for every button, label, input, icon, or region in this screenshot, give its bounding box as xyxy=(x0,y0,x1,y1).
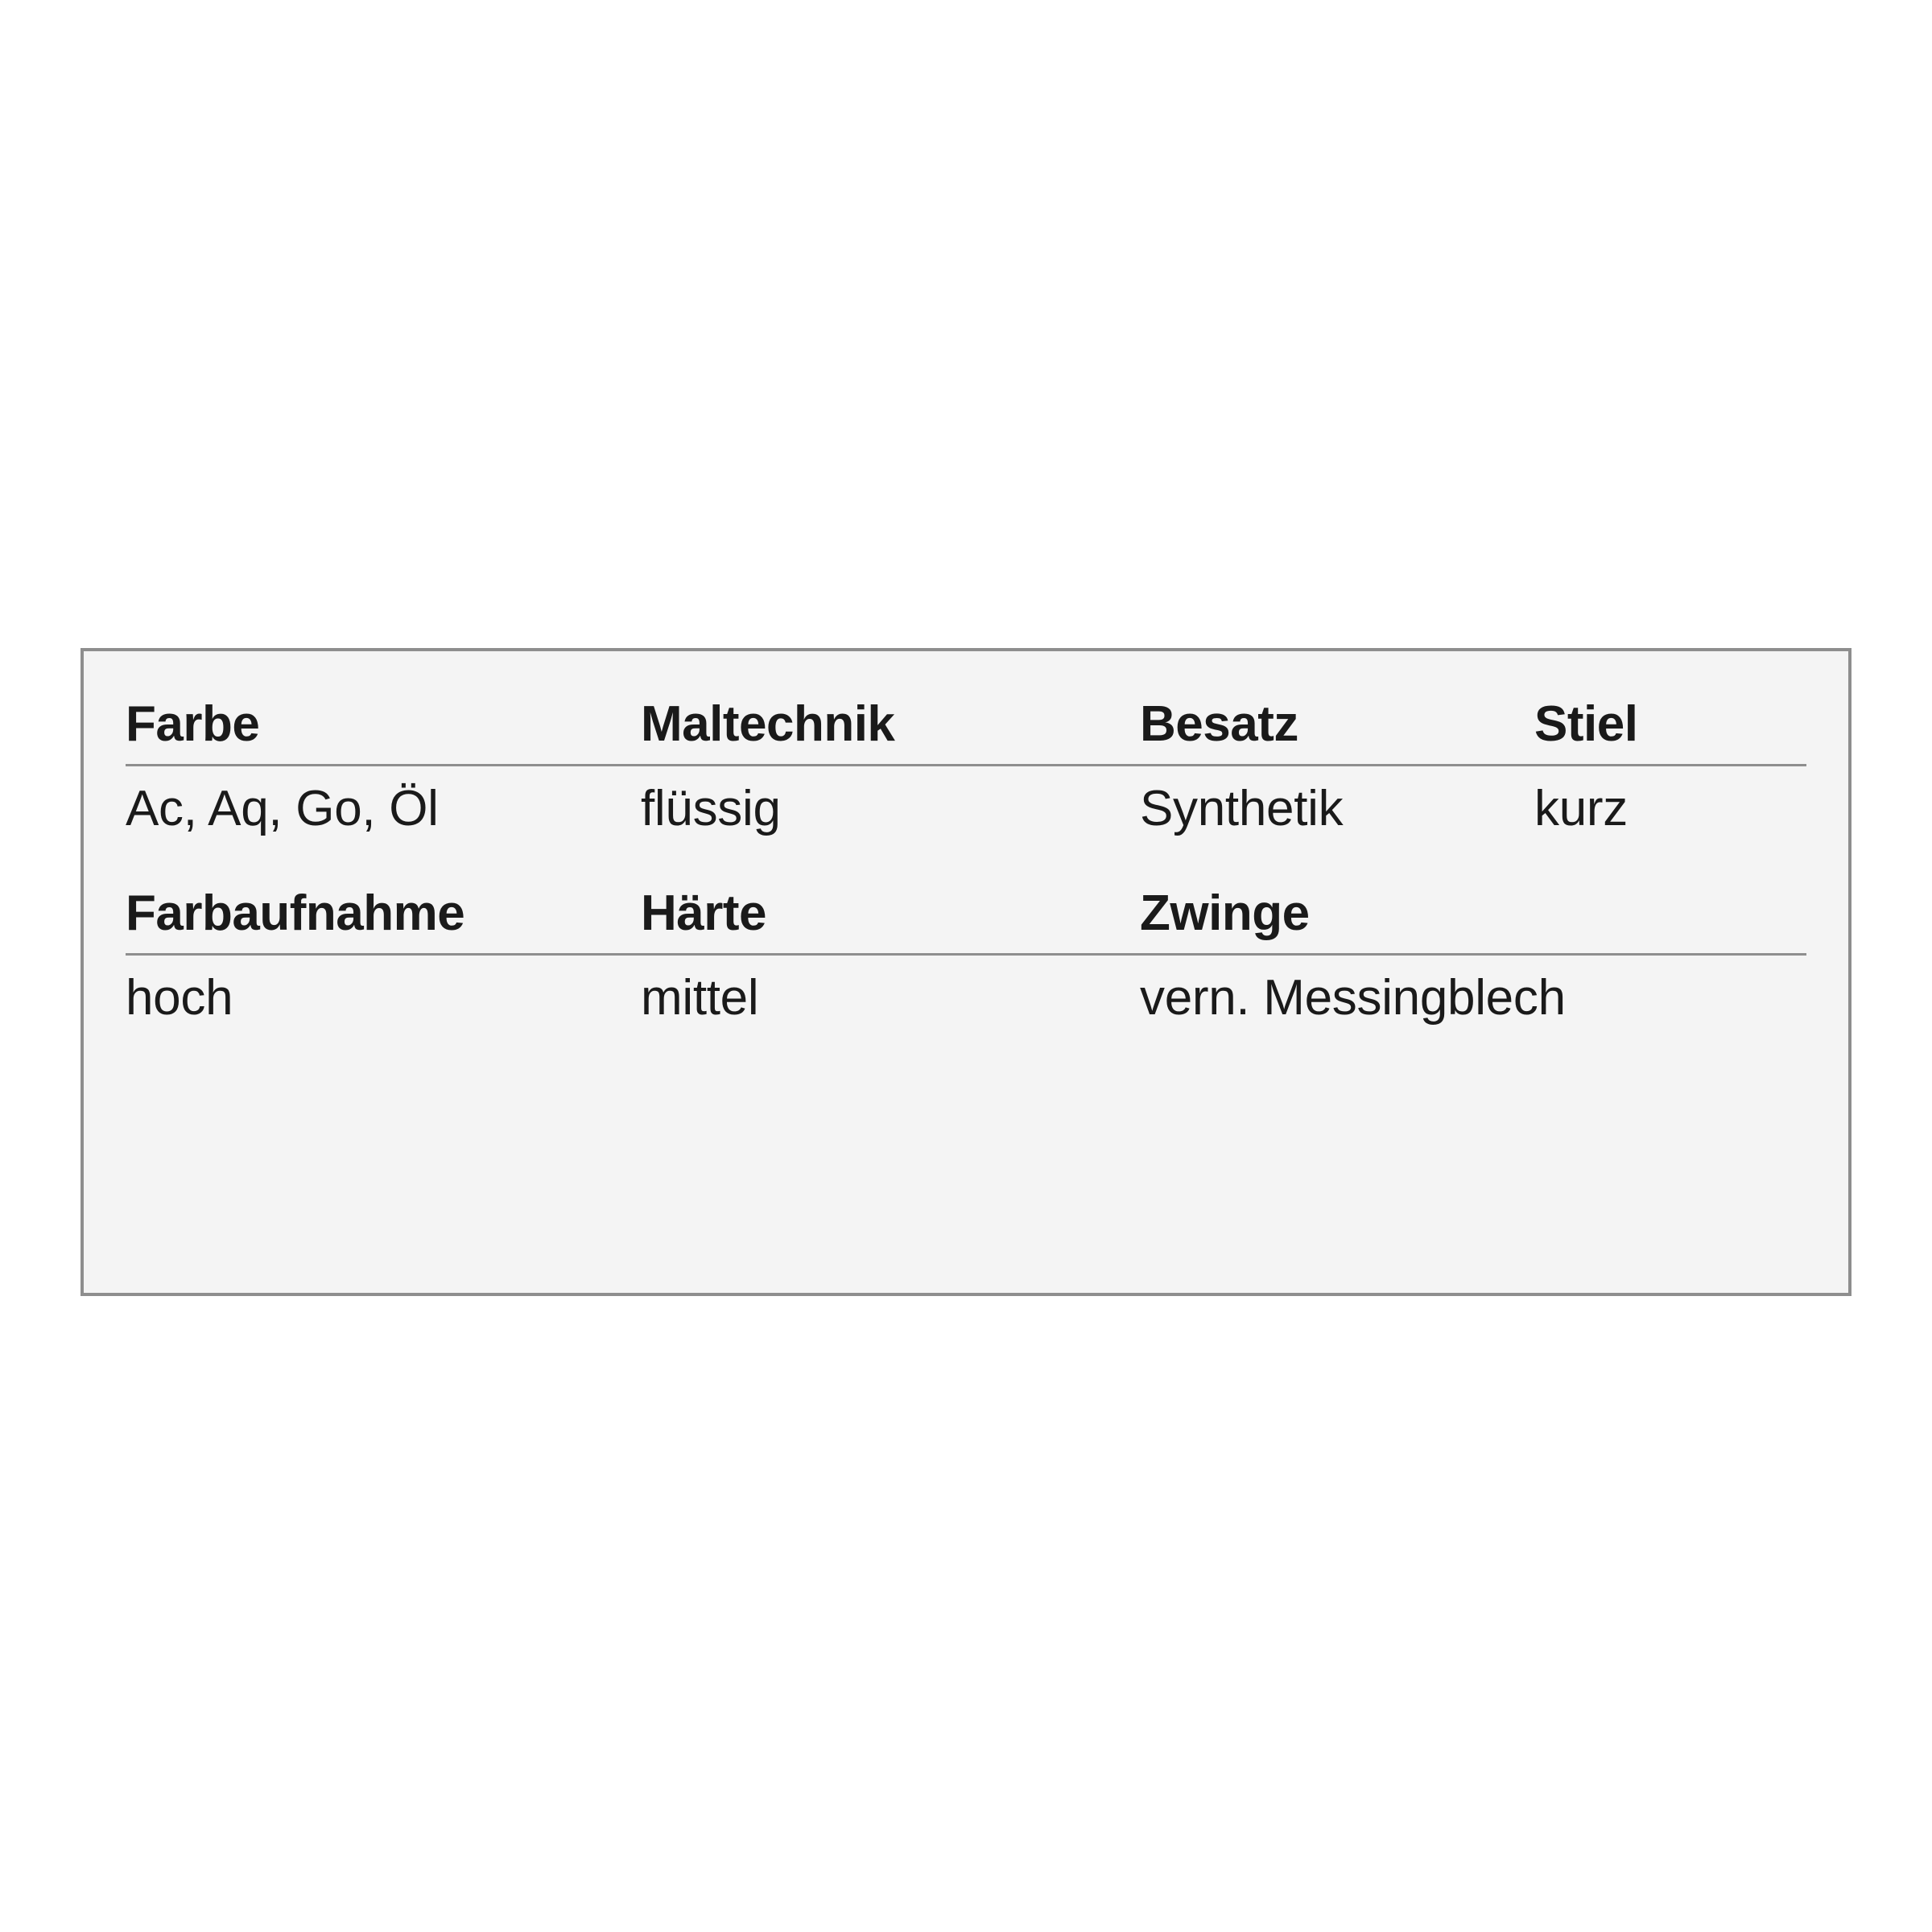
value-farbaufnahme: hoch xyxy=(126,970,233,1026)
spec-block-secondary xyxy=(126,886,1806,1026)
column-header-zwinge: Zwinge xyxy=(1140,886,1310,941)
column-header-stiel: Stiel xyxy=(1534,696,1638,752)
spec-header-row xyxy=(126,886,1806,941)
value-besatz: Synthetik xyxy=(1140,781,1344,836)
value-stiel: kurz xyxy=(1534,781,1628,836)
spec-block-primary xyxy=(126,696,1806,836)
spec-value-row xyxy=(126,781,1806,836)
spec-panel-content xyxy=(126,696,1806,1026)
value-haerte: mittel xyxy=(641,970,759,1026)
header-divider xyxy=(126,764,1806,766)
column-header-farbe: Farbe xyxy=(126,696,260,752)
column-header-haerte: Härte xyxy=(641,886,767,941)
spec-panel xyxy=(80,648,1852,1296)
spec-header-row xyxy=(126,696,1806,752)
value-farbe: Ac, Aq, Go, Öl xyxy=(126,781,439,836)
value-zwinge: vern. Messingblech xyxy=(1140,970,1566,1026)
column-header-maltechnik: Maltechnik xyxy=(641,696,895,752)
column-header-besatz: Besatz xyxy=(1140,696,1298,752)
value-maltechnik: flüssig xyxy=(641,781,781,836)
header-divider xyxy=(126,953,1806,956)
column-header-farbaufnahme: Farbaufnahme xyxy=(126,886,465,941)
spec-value-row xyxy=(126,970,1806,1026)
